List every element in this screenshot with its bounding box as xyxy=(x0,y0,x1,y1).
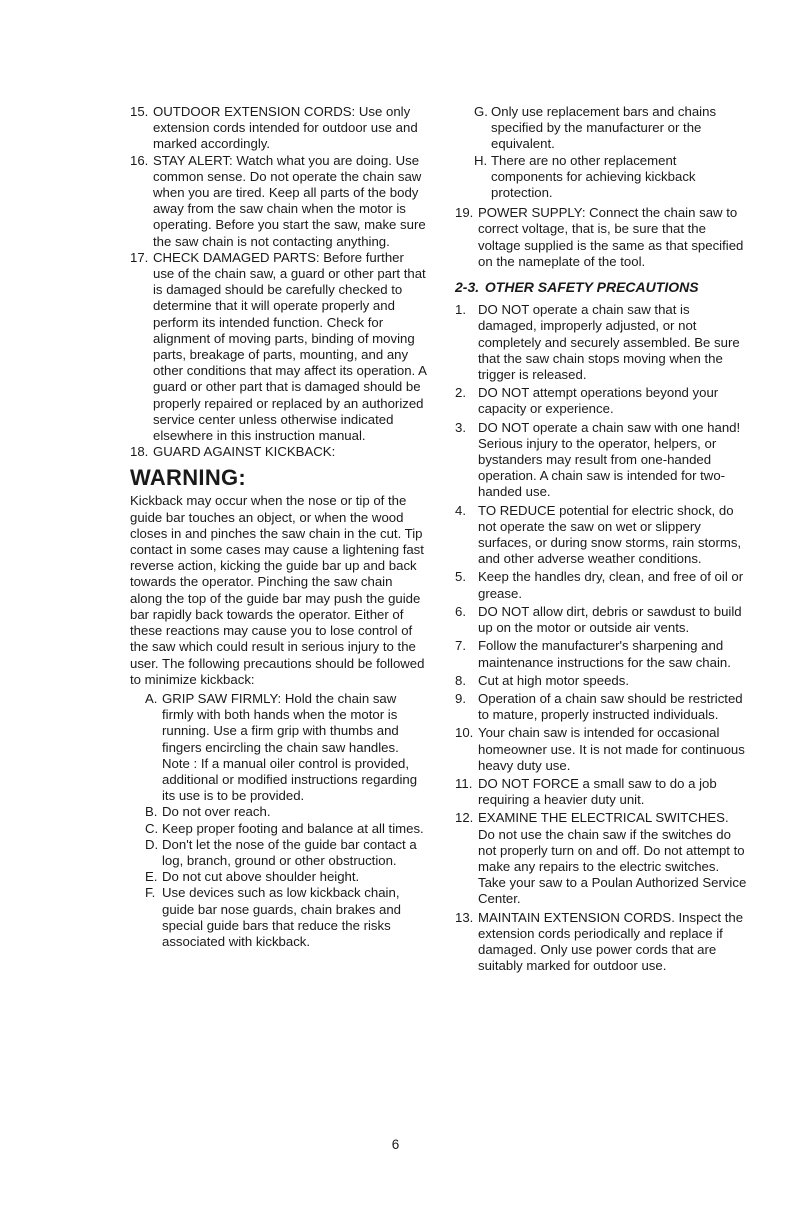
item-number: 11. xyxy=(455,775,473,791)
sub-item-text: Do not cut above shoulder height. xyxy=(162,869,360,885)
item-text: DO NOT operate a chain saw with one hand! Serious injury to the operator, helpers, or bystanders may result from one-handed operation. A chain saw is intended for two-handed use. xyxy=(478,419,741,500)
warning-title: WARNING: xyxy=(130,465,247,491)
sub-item-text: Do not over reach. xyxy=(162,804,271,820)
sub-item xyxy=(474,153,747,202)
sub-item xyxy=(145,885,428,950)
item-text: DO NOT operate a chain saw that is damaged, improperly adjusted, or not completely and securely assembled. Be sure that the saw chain stops moving when the trigger is released. xyxy=(478,302,740,383)
item-number: 16. xyxy=(130,152,149,168)
list-item xyxy=(455,569,747,601)
page-number: 6 xyxy=(391,1137,400,1152)
item-text: Keep the handles dry, clean, and free of oil or grease. xyxy=(478,569,744,601)
precautions-list xyxy=(455,302,747,974)
section-heading xyxy=(455,279,747,295)
list-item xyxy=(455,385,747,417)
sub-item-text: Don't let the nose of the guide bar contact a log, branch, ground or other obstruction. xyxy=(162,836,417,868)
list-item xyxy=(455,638,747,670)
item-number: 4. xyxy=(455,502,466,518)
list-item xyxy=(455,910,747,975)
list-item xyxy=(455,420,747,501)
sub-item-text: Only use replacement bars and chains specified by the manufacturer or the equivalent. xyxy=(491,104,717,152)
sub-item-letter: F. xyxy=(145,885,156,901)
list-item xyxy=(455,302,747,383)
item-text: TO REDUCE potential for electric shock, do not operate the saw on wet or slippery surfaces, or during snow storms, rain storms, and other adverse weather conditions. xyxy=(478,502,742,567)
item-number: 7. xyxy=(455,638,466,654)
list-item xyxy=(455,673,747,689)
left-column xyxy=(130,104,428,950)
sub-item-letter: B. xyxy=(145,804,158,820)
item-text: DO NOT attempt operations beyond your capacity or experience. xyxy=(478,385,719,417)
sub-item-letter: D. xyxy=(145,836,159,852)
item-number: 15. xyxy=(130,104,149,119)
list-item xyxy=(455,205,747,270)
sub-item xyxy=(145,691,428,804)
sub-item-text: Keep proper footing and balance at all times. xyxy=(162,820,424,836)
sub-item-text: Use devices such as low kickback chain, guide bar nose guards, chain brakes and special guide bars that reduce the risks associated with kickback. xyxy=(162,885,402,949)
sub-item-letter: H. xyxy=(474,152,488,168)
item-number: 3. xyxy=(455,419,466,435)
sub-item xyxy=(145,837,428,869)
list-item xyxy=(455,810,747,907)
list-item xyxy=(455,691,747,723)
sub-item-letter: G. xyxy=(474,104,488,119)
item-text: Operation of a chain saw should be restricted to mature, properly instructed individuals. xyxy=(478,690,743,723)
list-item xyxy=(130,153,428,250)
list-item xyxy=(130,104,428,153)
item-text: MAINTAIN EXTENSION CORDS. Inspect the extension cords periodically and replace if damaged. Only use power cords that are suitably marked for outdoor use. xyxy=(478,909,744,974)
item-number: 12. xyxy=(455,810,474,826)
item-number: 10. xyxy=(455,725,474,741)
sub-item xyxy=(474,104,747,153)
item-number: 13. xyxy=(455,909,474,925)
list-item xyxy=(455,503,747,568)
list-item xyxy=(455,604,747,636)
sub-item xyxy=(145,821,428,837)
list-item xyxy=(130,250,428,444)
item-number: 9. xyxy=(455,690,466,706)
right-column xyxy=(455,104,747,974)
sub-item-letter: E. xyxy=(145,869,158,885)
section-title: OTHER SAFETY PRECAUTIONS xyxy=(484,279,699,296)
item-text: POWER SUPPLY: Connect the chain saw to correct voltage, that is, be sure that the voltage supplied is the same as that specified on the nameplate of the tool. xyxy=(478,205,744,269)
kickback-precautions-list xyxy=(145,691,428,950)
item-text: OUTDOOR EXTENSION CORDS: Use only extension cords intended for outdoor use and marked accordingly. xyxy=(153,104,418,152)
item-text: Your chain saw is intended for occasional homeowner use. It is not made for continuous heavy duty use. xyxy=(478,725,745,773)
sub-item-text: There are no other replacement components for achieving kickback protection. xyxy=(491,152,696,201)
item-text: GUARD AGAINST KICKBACK: xyxy=(153,444,336,460)
item-number: 5. xyxy=(455,569,466,585)
item-text: DO NOT FORCE a small saw to do a job requiring a heavier duty unit. xyxy=(478,775,717,808)
warning-body: Kickback may occur when the nose or tip of the guide bar touches an object, or when the wood closes in and pinches the saw chain in the cut. Tip contact in some cases may cause a lightening fast reverse action, kicking the guide bar up and back towards the operator. Pinching the saw chain along the top of the guide bar may push the guide bar rapidly back towards the operator. Either of these reactions may cause you to lose control of the saw which could result in serious injury to the user. The following precautions should be followed to minimize kickback: xyxy=(130,493,425,687)
item-text: EXAMINE THE ELECTRICAL SWITCHES. Do not use the chain saw if the switches do not properly turn on and off. Do not attempt to make any repairs to the electric switches. Take your saw to a Poulan Authorized Service Center. xyxy=(478,810,747,907)
item-text: DO NOT allow dirt, debris or sawdust to build up on the motor or outside air vents. xyxy=(478,603,742,636)
item-number: 6. xyxy=(455,603,466,619)
section-number: 2-3. xyxy=(455,279,480,296)
item-text: STAY ALERT: Watch what you are doing. Use common sense. Do not operate the chain saw when you are tired. Keep all parts of the body away from the saw chain when the motor is operating. Before you start the saw, make sure the saw chain is not contacting anything. xyxy=(153,152,426,249)
item-number: 1. xyxy=(455,302,466,318)
item-text: Cut at high motor speeds. xyxy=(478,672,630,688)
item-text: CHECK DAMAGED PARTS: Before further use of the chain saw, a guard or other part that is damaged should be carefully checked to determine that it will operate properly and perform its intended function. Check for alignment of moving parts, binding of moving parts, breakage of parts, mounting, and any other conditions that may affect its operation. A guard or other part that is damaged should be properly repaired or replaced by an authorized service center unless otherwise indicated elsewhere in this instruction manual. xyxy=(153,249,427,444)
list-item xyxy=(130,444,428,460)
list-item xyxy=(455,725,747,774)
list-item xyxy=(455,776,747,808)
sub-item-letter: A. xyxy=(145,690,158,706)
item-number: 18. xyxy=(130,444,149,460)
sub-item-text: GRIP SAW FIRMLY: Hold the chain saw firmly with both hands when the motor is running. Use a firm grip with thumbs and fingers encircling the chain saw handles. Note : If a manual oiler control is provided, additional or modified instructions regarding its use is to be provided. xyxy=(162,690,418,804)
sub-item xyxy=(145,869,428,885)
sub-item-letter: C. xyxy=(145,820,159,836)
item-number: 8. xyxy=(455,672,466,688)
item-number: 17. xyxy=(130,249,149,265)
item-text: Follow the manufacturer's sharpening and maintenance instructions for the saw chain. xyxy=(478,638,731,670)
item-number: 2. xyxy=(455,385,466,401)
item-number: 19. xyxy=(455,205,474,221)
kickback-precautions-continued xyxy=(474,104,747,201)
sub-item xyxy=(145,804,428,820)
